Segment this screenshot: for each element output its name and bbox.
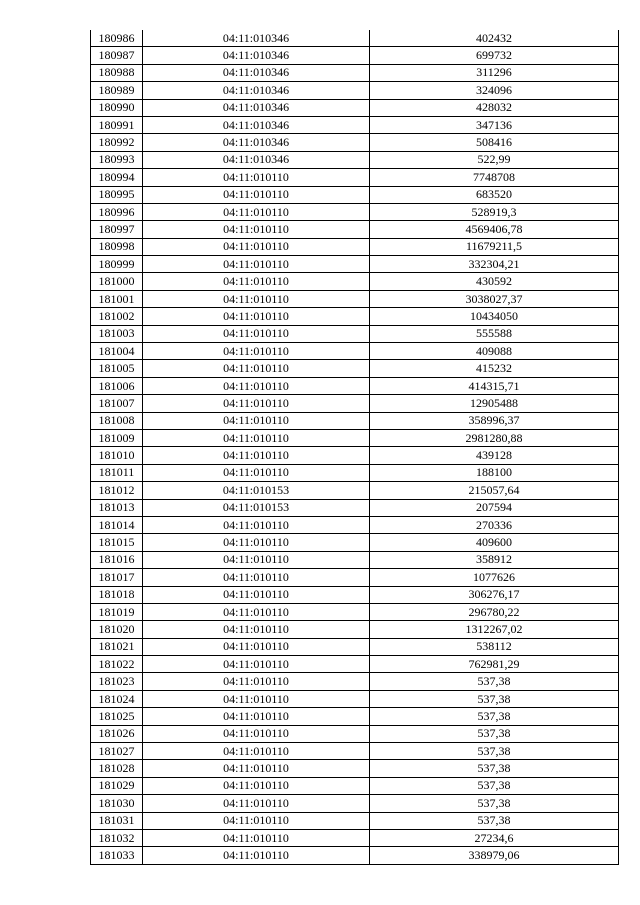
table-row [91, 256, 619, 273]
value-cell: 428032 [370, 99, 619, 116]
value-cell: 430592 [370, 273, 619, 290]
data-table [90, 30, 619, 865]
row-number-cell: 181030 [91, 795, 143, 812]
cadastral-code-cell: 04:11:010110 [143, 360, 370, 377]
table-row [91, 499, 619, 516]
table-row [91, 708, 619, 725]
cadastral-code-cell: 04:11:010346 [143, 116, 370, 133]
cadastral-code-cell: 04:11:010110 [143, 221, 370, 238]
row-number-cell: 181013 [91, 499, 143, 516]
cadastral-code-cell: 04:11:010110 [143, 169, 370, 186]
row-number-cell: 181025 [91, 708, 143, 725]
table-row [91, 221, 619, 238]
table-row [91, 812, 619, 829]
row-number-cell: 180998 [91, 238, 143, 255]
cadastral-code-cell: 04:11:010110 [143, 621, 370, 638]
cadastral-code-cell: 04:11:010110 [143, 395, 370, 412]
value-cell: 414315,71 [370, 377, 619, 394]
row-number-cell: 181010 [91, 447, 143, 464]
row-number-cell: 180986 [91, 30, 143, 47]
cadastral-code-cell: 04:11:010346 [143, 134, 370, 151]
table-row [91, 429, 619, 446]
value-cell: 537,38 [370, 795, 619, 812]
row-number-cell: 181011 [91, 464, 143, 481]
row-number-cell: 180994 [91, 169, 143, 186]
row-number-cell: 181027 [91, 743, 143, 760]
table-row [91, 273, 619, 290]
cadastral-code-cell: 04:11:010110 [143, 534, 370, 551]
row-number-cell: 180990 [91, 99, 143, 116]
table-row [91, 673, 619, 690]
cadastral-code-cell: 04:11:010110 [143, 290, 370, 307]
value-cell: 358996,37 [370, 412, 619, 429]
cadastral-code-cell: 04:11:010110 [143, 829, 370, 846]
cadastral-code-cell: 04:11:010110 [143, 325, 370, 342]
table-row [91, 134, 619, 151]
table-row [91, 760, 619, 777]
row-number-cell: 181032 [91, 829, 143, 846]
table-row [91, 30, 619, 47]
row-number-cell: 181008 [91, 412, 143, 429]
row-number-cell: 181023 [91, 673, 143, 690]
cadastral-code-cell: 04:11:010110 [143, 760, 370, 777]
table-row [91, 464, 619, 481]
row-number-cell: 181016 [91, 551, 143, 568]
cadastral-code-cell: 04:11:010110 [143, 186, 370, 203]
cadastral-code-cell: 04:11:010346 [143, 82, 370, 99]
cadastral-code-cell: 04:11:010153 [143, 499, 370, 516]
value-cell: 683520 [370, 186, 619, 203]
cadastral-code-cell: 04:11:010110 [143, 569, 370, 586]
value-cell: 215057,64 [370, 482, 619, 499]
value-cell: 11679211,5 [370, 238, 619, 255]
table-row [91, 377, 619, 394]
value-cell: 537,38 [370, 725, 619, 742]
table-row [91, 203, 619, 220]
value-cell: 699732 [370, 47, 619, 64]
value-cell: 762981,29 [370, 656, 619, 673]
value-cell: 347136 [370, 116, 619, 133]
table-row [91, 638, 619, 655]
table-row [91, 395, 619, 412]
value-cell: 538112 [370, 638, 619, 655]
value-cell: 7748708 [370, 169, 619, 186]
table-row [91, 169, 619, 186]
value-cell: 3038027,37 [370, 290, 619, 307]
row-number-cell: 181012 [91, 482, 143, 499]
table-row [91, 603, 619, 620]
table-row [91, 238, 619, 255]
cadastral-code-cell: 04:11:010346 [143, 64, 370, 81]
row-number-cell: 181028 [91, 760, 143, 777]
row-number-cell: 181004 [91, 343, 143, 360]
value-cell: 555588 [370, 325, 619, 342]
table-row [91, 325, 619, 342]
value-cell: 537,38 [370, 760, 619, 777]
row-number-cell: 180988 [91, 64, 143, 81]
value-cell: 358912 [370, 551, 619, 568]
table-row [91, 308, 619, 325]
value-cell: 1077626 [370, 569, 619, 586]
table-row [91, 151, 619, 168]
table-row [91, 569, 619, 586]
table-row [91, 829, 619, 846]
value-cell: 324096 [370, 82, 619, 99]
cadastral-code-cell: 04:11:010110 [143, 343, 370, 360]
value-cell: 522,99 [370, 151, 619, 168]
value-cell: 12905488 [370, 395, 619, 412]
cadastral-code-cell: 04:11:010346 [143, 99, 370, 116]
row-number-cell: 181001 [91, 290, 143, 307]
row-number-cell: 181017 [91, 569, 143, 586]
cadastral-code-cell: 04:11:010110 [143, 673, 370, 690]
row-number-cell: 181014 [91, 516, 143, 533]
table-row [91, 743, 619, 760]
cadastral-code-cell: 04:11:010110 [143, 725, 370, 742]
value-cell: 311296 [370, 64, 619, 81]
cadastral-code-cell: 04:11:010110 [143, 795, 370, 812]
row-number-cell: 181005 [91, 360, 143, 377]
table-row [91, 360, 619, 377]
table-row [91, 656, 619, 673]
cadastral-code-cell: 04:11:010110 [143, 447, 370, 464]
cadastral-code-cell: 04:11:010110 [143, 847, 370, 864]
row-number-cell: 181019 [91, 603, 143, 620]
row-number-cell: 180991 [91, 116, 143, 133]
row-number-cell: 181006 [91, 377, 143, 394]
cadastral-code-cell: 04:11:010110 [143, 516, 370, 533]
row-number-cell: 180989 [91, 82, 143, 99]
row-number-cell: 181029 [91, 777, 143, 794]
table-row [91, 447, 619, 464]
value-cell: 537,38 [370, 690, 619, 707]
table-row [91, 847, 619, 864]
row-number-cell: 180997 [91, 221, 143, 238]
row-number-cell: 181000 [91, 273, 143, 290]
table-body [91, 30, 619, 864]
cadastral-code-cell: 04:11:010110 [143, 256, 370, 273]
cadastral-code-cell: 04:11:010110 [143, 656, 370, 673]
cadastral-code-cell: 04:11:010110 [143, 777, 370, 794]
row-number-cell: 181033 [91, 847, 143, 864]
value-cell: 537,38 [370, 812, 619, 829]
table-row [91, 534, 619, 551]
table-row [91, 290, 619, 307]
value-cell: 188100 [370, 464, 619, 481]
row-number-cell: 181031 [91, 812, 143, 829]
cadastral-code-cell: 04:11:010346 [143, 30, 370, 47]
cadastral-code-cell: 04:11:010110 [143, 708, 370, 725]
table-row [91, 412, 619, 429]
cadastral-code-cell: 04:11:010153 [143, 482, 370, 499]
value-cell: 409600 [370, 534, 619, 551]
value-cell: 537,38 [370, 777, 619, 794]
table-row [91, 795, 619, 812]
value-cell: 10434050 [370, 308, 619, 325]
value-cell: 207594 [370, 499, 619, 516]
value-cell: 296780,22 [370, 603, 619, 620]
cadastral-code-cell: 04:11:010346 [143, 151, 370, 168]
value-cell: 439128 [370, 447, 619, 464]
row-number-cell: 180996 [91, 203, 143, 220]
table-row [91, 116, 619, 133]
row-number-cell: 181020 [91, 621, 143, 638]
cadastral-code-cell: 04:11:010110 [143, 812, 370, 829]
row-number-cell: 181015 [91, 534, 143, 551]
cadastral-code-cell: 04:11:010110 [143, 238, 370, 255]
table-row [91, 82, 619, 99]
row-number-cell: 181003 [91, 325, 143, 342]
row-number-cell: 181018 [91, 586, 143, 603]
value-cell: 402432 [370, 30, 619, 47]
value-cell: 415232 [370, 360, 619, 377]
value-cell: 1312267,02 [370, 621, 619, 638]
cadastral-code-cell: 04:11:010110 [143, 690, 370, 707]
value-cell: 306276,17 [370, 586, 619, 603]
cadastral-code-cell: 04:11:010110 [143, 551, 370, 568]
table-row [91, 47, 619, 64]
value-cell: 508416 [370, 134, 619, 151]
row-number-cell: 181024 [91, 690, 143, 707]
table-row [91, 516, 619, 533]
value-cell: 528919,3 [370, 203, 619, 220]
cadastral-code-cell: 04:11:010110 [143, 308, 370, 325]
row-number-cell: 180987 [91, 47, 143, 64]
table-row [91, 551, 619, 568]
value-cell: 537,38 [370, 673, 619, 690]
cadastral-code-cell: 04:11:010110 [143, 203, 370, 220]
cadastral-code-cell: 04:11:010110 [143, 429, 370, 446]
row-number-cell: 181026 [91, 725, 143, 742]
table-row [91, 690, 619, 707]
table-row [91, 586, 619, 603]
row-number-cell: 180993 [91, 151, 143, 168]
table-row [91, 777, 619, 794]
cadastral-code-cell: 04:11:010110 [143, 412, 370, 429]
value-cell: 2981280,88 [370, 429, 619, 446]
value-cell: 4569406,78 [370, 221, 619, 238]
cadastral-code-cell: 04:11:010110 [143, 586, 370, 603]
table-row [91, 343, 619, 360]
value-cell: 409088 [370, 343, 619, 360]
row-number-cell: 181021 [91, 638, 143, 655]
cadastral-code-cell: 04:11:010110 [143, 377, 370, 394]
value-cell: 27234,6 [370, 829, 619, 846]
table-row [91, 64, 619, 81]
row-number-cell: 181002 [91, 308, 143, 325]
value-cell: 270336 [370, 516, 619, 533]
table-row [91, 725, 619, 742]
table-row [91, 621, 619, 638]
cadastral-code-cell: 04:11:010346 [143, 47, 370, 64]
row-number-cell: 181009 [91, 429, 143, 446]
table-row [91, 99, 619, 116]
row-number-cell: 181007 [91, 395, 143, 412]
value-cell: 537,38 [370, 708, 619, 725]
value-cell: 537,38 [370, 743, 619, 760]
cadastral-code-cell: 04:11:010110 [143, 638, 370, 655]
cadastral-code-cell: 04:11:010110 [143, 743, 370, 760]
table-row [91, 482, 619, 499]
row-number-cell: 180999 [91, 256, 143, 273]
value-cell: 338979,06 [370, 847, 619, 864]
cadastral-code-cell: 04:11:010110 [143, 273, 370, 290]
value-cell: 332304,21 [370, 256, 619, 273]
row-number-cell: 181022 [91, 656, 143, 673]
row-number-cell: 180992 [91, 134, 143, 151]
table-row [91, 186, 619, 203]
row-number-cell: 180995 [91, 186, 143, 203]
cadastral-code-cell: 04:11:010110 [143, 464, 370, 481]
cadastral-code-cell: 04:11:010110 [143, 603, 370, 620]
